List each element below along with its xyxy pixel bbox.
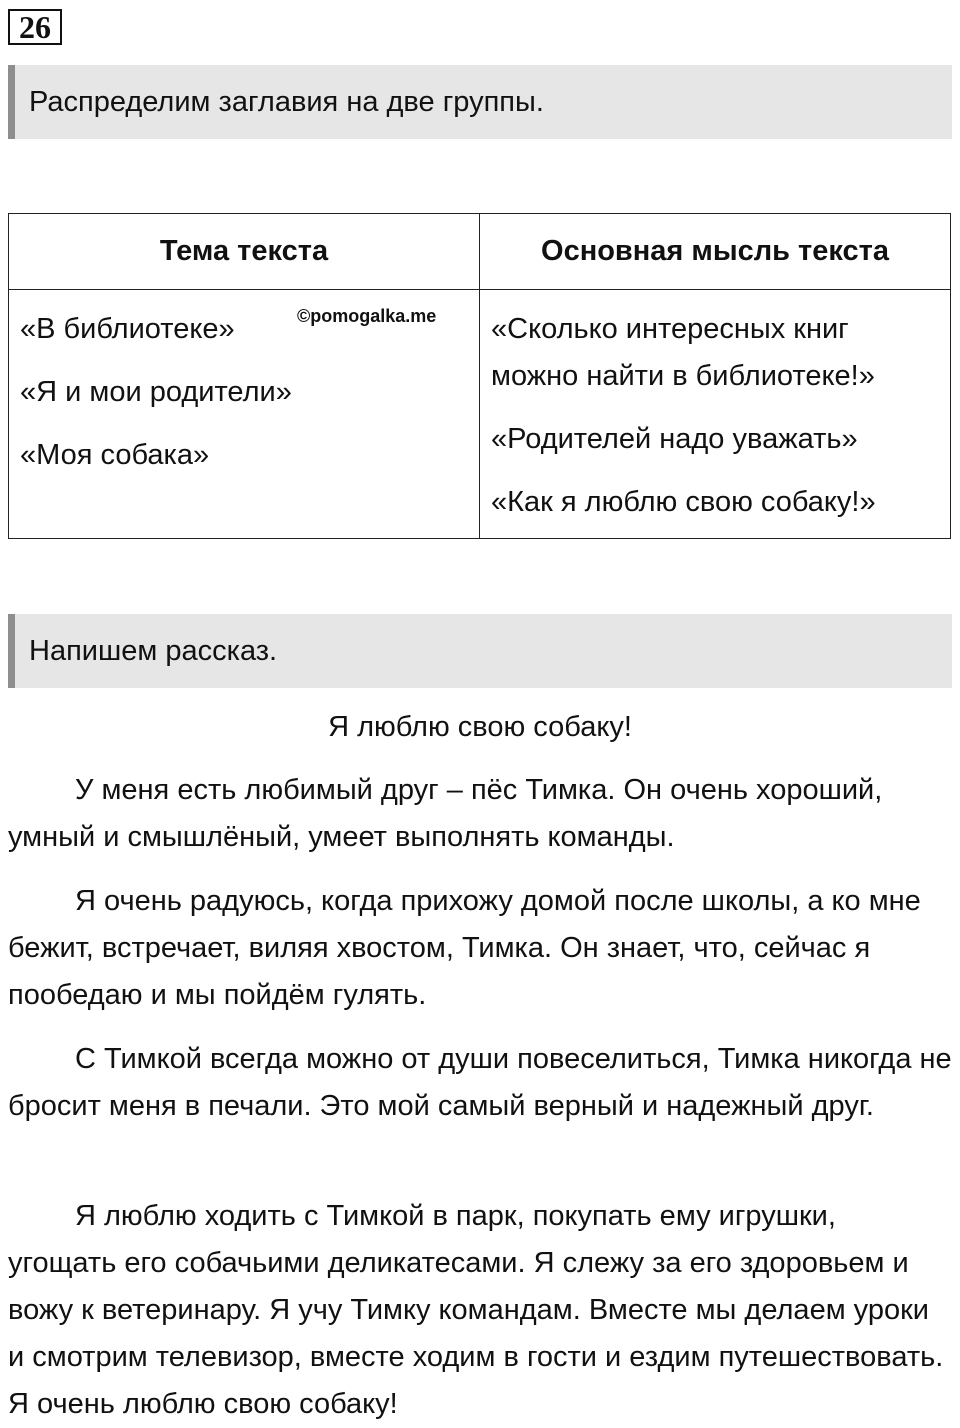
main-idea-item: «Как я люблю свою собаку!» xyxy=(491,486,876,518)
main-idea-item-line: можно найти в библиотеке!» xyxy=(491,360,875,392)
titles-table xyxy=(8,213,951,539)
table-header-divider xyxy=(9,289,950,290)
story-paragraph: У меня есть любимый друг – пёс Тимка. Он очень хороший, умный и смышлёный, умеет выполнять команды. xyxy=(8,774,883,853)
story-paragraph: Я очень радуюсь, когда прихожу домой после школы, а ко мне бежит, встречает, виляя хвостом, Тимка. Он знает, что, сейчас я пообедаю и мы пойдём гулять. xyxy=(8,885,921,1011)
watermark: ©pomogalka.me xyxy=(297,306,437,326)
table-header-topic: Тема текста xyxy=(159,235,329,267)
task-number: 26 xyxy=(8,9,62,45)
instruction-banner-groups: Распределим заглавия на две группы. xyxy=(8,65,952,139)
story-paragraph: С Тимкой всегда можно от души повеселиться, Тимка никогда не бросит меня в печали. Это мой самый верный и надежный друг. xyxy=(8,1043,952,1122)
story-paragraph: Я люблю ходить с Тимкой в парк, покупать ему игрушки, угощать его собачьими деликатесами. Я слежу за его здоровьем и вожу к ветеринару. Я учу Тимку командам. Вместе мы делаем уроки и смотрим телевизор, вместе ходим в гости и ездим путешествовать. Я очень люблю свою собаку! xyxy=(8,1200,944,1420)
main-idea-item-line: «Сколько интересных книг xyxy=(491,313,849,345)
instruction-banner-story: Напишем рассказ. xyxy=(8,614,952,688)
story-title: Я люблю свою собаку! xyxy=(328,711,632,743)
topic-item: «В библиотеке» xyxy=(20,313,235,345)
main-idea-item: «Родителей надо уважать» xyxy=(491,423,858,455)
topic-item: «Я и мои родители» xyxy=(20,376,292,408)
table-header-main-idea: Основная мысль текста xyxy=(541,235,889,267)
topic-item: «Моя собака» xyxy=(20,439,210,471)
